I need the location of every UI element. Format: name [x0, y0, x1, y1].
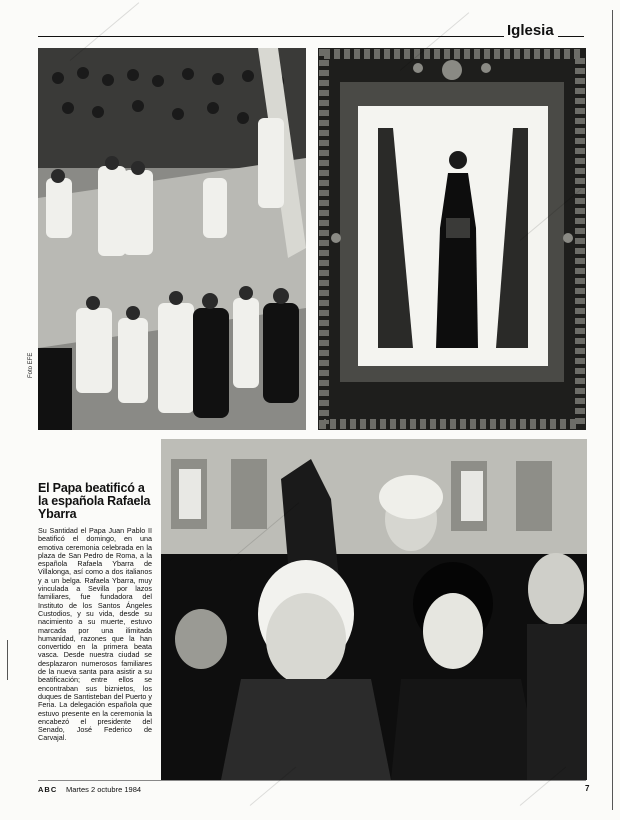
- section-title: Iglesia: [507, 22, 554, 39]
- crop-mark: [7, 640, 8, 680]
- footer-brand-text: ABC: [38, 785, 58, 794]
- footer-brand: [38, 785, 57, 794]
- photo-relatives: [161, 439, 587, 780]
- header-rule-right: [558, 36, 584, 37]
- footer-rule: [38, 780, 586, 781]
- header-rule-left: [38, 36, 504, 37]
- photo-credit: Foto EFE: [28, 352, 34, 378]
- footer-date: Martes 2 octubre 1984: [66, 785, 142, 794]
- photo-ceremony: [38, 48, 306, 430]
- page-number: 7: [585, 784, 590, 793]
- article-body: Su Santidad el Papa Juan Pablo II beatificó el domingo, en una emotiva ceremonia celebrada en la plaza de San Pedro de Roma, a la española Rafaela Ybarra de Villalonga, así como a dos italianos y a un belga. Rafaela Ybarra, muy vinculada a Sevilla por lazos familiares, fue fundadora del Instituto de los Santos Ángeles Custodios, y su vida, desde su nacimiento a su muerte, estuvo marcada por una ilimitada humanidad, razones que la han convertido en la primera beata vasca. Desde nuestra ciudad se desplazaron numerosos familiares de la nueva santa para asistir a su beatificación; entre ellos se encontraban sus biznietos, los duques de Santisteban del Puerto y Feria. La delegación española que estuvo presente en la ceremonia la encabezó el presidente del Senado, José Federico de Carvajal.: [38, 527, 152, 743]
- photo-tapestry: [318, 48, 586, 430]
- crop-mark: [612, 10, 613, 810]
- article-headline: El Papa beatificó a la española Rafaela Ybarra: [38, 481, 151, 521]
